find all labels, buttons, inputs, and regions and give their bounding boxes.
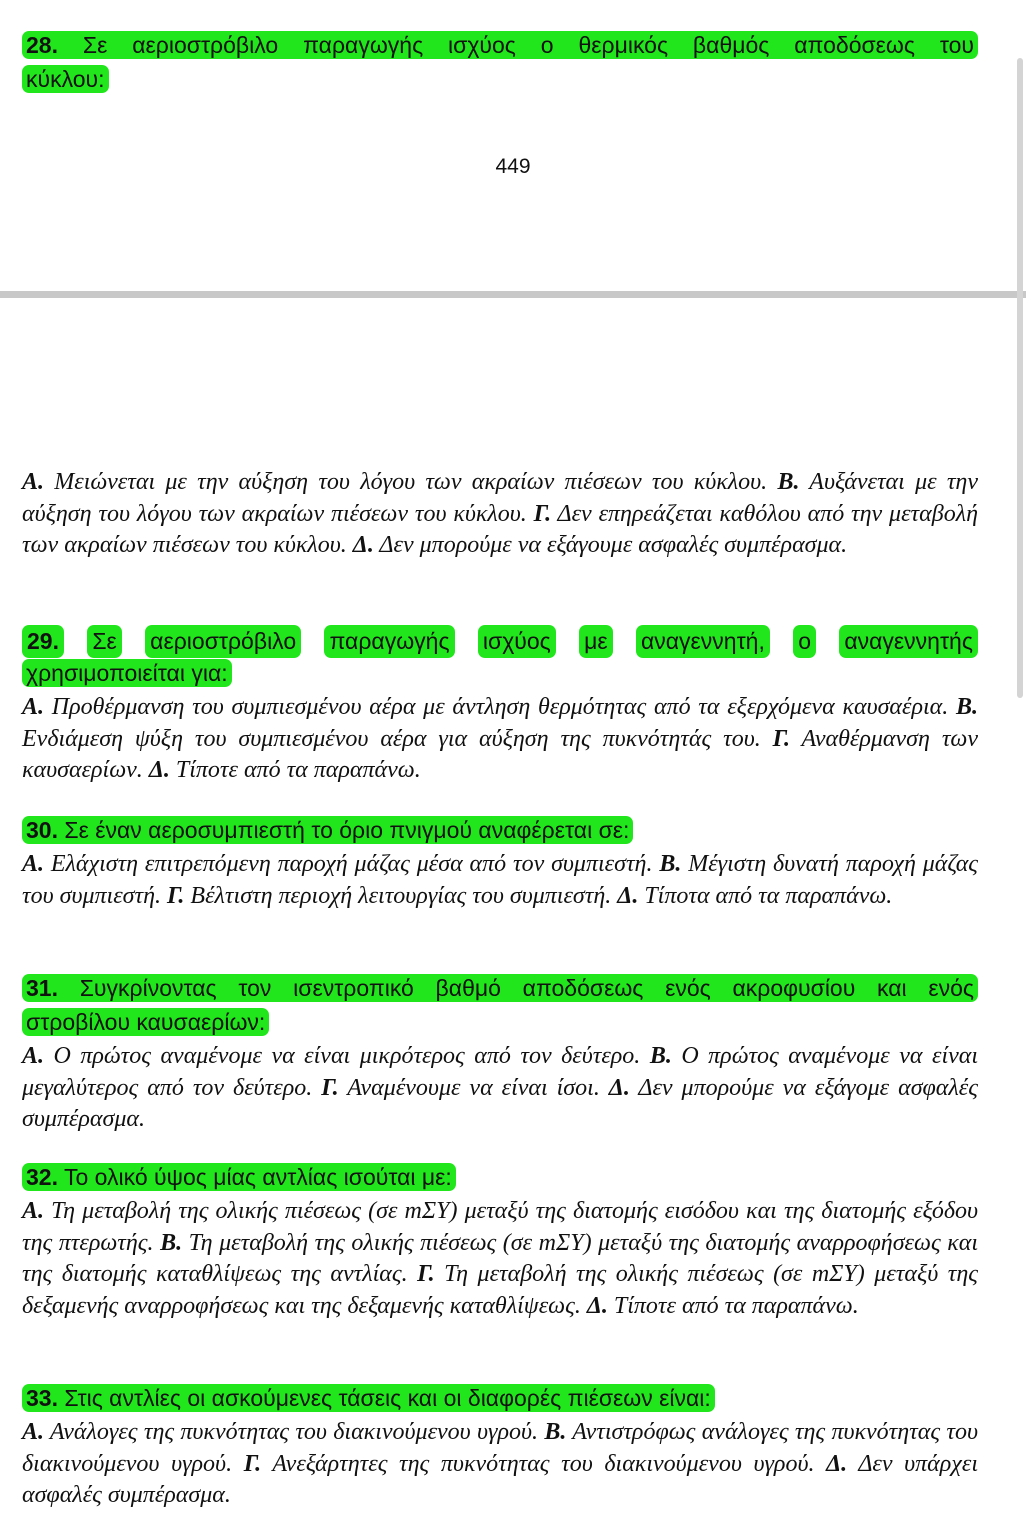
q29-word: παραγωγής [324,625,454,658]
q32-d-label: Δ. [586,1292,608,1319]
q32-highlight [22,1163,456,1191]
q32-a-label: Α. [22,1198,45,1224]
q33-highlight [22,1384,715,1412]
q28-b-label: Β. [777,469,800,495]
scrollbar[interactable] [1017,58,1023,698]
q31-d-label: Δ. [608,1074,630,1101]
q32-b-label: Β. [160,1229,183,1256]
q32-a-text: Τη μεταβολή της ολικής πιέσεως (σε mΣΥ) μεταξύ της διατομής εισόδου και της διατομής εξόδου της πτερωτής. [22,1198,978,1256]
q28-a-label: Α. [22,469,45,495]
q30-c-label: Γ. [166,882,185,909]
q31-text-line2: στροβίλου καυσαερίων: [22,1008,269,1036]
q28-text-line2: κύκλου: [22,65,109,93]
page-divider [0,291,1026,298]
q29-c-text: Αναθέρμανση των καυσαερίων. [22,725,979,783]
q32-b-text: Τη μεταβολή της ολικής πιέσεως (σε mΣΥ) μεταξύ της διατομής αναρροφήσεως και της διατομής καταθλίψεως της αντλίας. [22,1229,979,1287]
q28-d-label: Δ. [352,532,374,558]
question-29 [22,625,978,787]
q33-b-text: Αντιστρόφως ανάλογες της πυκνότητας του διακινούμενου υγρού. [22,1419,979,1477]
q31-number: 31. [26,975,58,1001]
q29-number: 29. [22,625,64,658]
q29-word: ο [793,625,816,658]
q31-c-label: Γ. [321,1074,339,1101]
q29-header-line [22,625,978,658]
q33-d-text: Δεν υπάρχει ασφαλές συμπέρασμα. [22,1450,978,1508]
q28-highlight [22,31,978,59]
question-28-header [22,30,978,98]
q32-number: 32. [26,1164,58,1190]
q31-b-text: Ο πρώτος αναμένομε να είναι μεγαλύτερος από τον δεύτερο. [22,1043,979,1101]
q30-b-label: Β. [659,851,682,877]
q29-word: ισχύος [478,625,556,658]
q30-number: 30. [26,817,58,843]
q28-number: 28. [26,32,58,58]
q31-d-text: Δεν μπορούμε να εξάγομε ασφαλές συμπέρασμα. [22,1074,978,1132]
q33-c-text: Ανεξάρτητες της πυκνότητας του διακινούμενου υγρού. [272,1450,815,1477]
q30-a-text: Ελάχιστη επιτρεπόμενη παροχή μάζας μέσα από τον συμπιεστή. [50,851,653,877]
q29-c-label: Γ. [772,725,791,752]
q29-word: με [579,625,613,658]
q29-text-line2: χρησιμοποιείται για: [22,659,232,687]
q30-c-text: Βέλτιστη περιοχή λειτουργίας του συμπιεστή. [190,882,612,909]
q29-b-label: Β. [956,694,979,720]
q28-c-text: Δεν επηρεάζεται καθόλου από την μεταβολή των ακραίων πιέσεων του κύκλου. [22,500,978,558]
q31-a-label: Α. [22,1043,45,1069]
page-number: 449 [495,155,531,178]
q30-a-label: Α. [22,851,45,877]
q28-a-text: Μειώνεται με την αύξηση του λόγου των ακραίων πιέσεων του κύκλου. [54,469,768,495]
q31-a-text: Ο πρώτος αναμένομε να είναι μικρότερος από τον δεύτερο. [53,1043,641,1069]
q31-b-label: Β. [649,1043,672,1069]
q33-b-label: Β. [544,1419,567,1445]
q29-word: αεριοστρόβιλο [145,625,301,658]
q30-b-text: Μέγιστη δυνατή παροχή μάζας του συμπιεστή. [22,851,979,909]
q29-a-label: Α. [22,694,45,720]
q29-word: αναγεννητή, [636,625,770,658]
q32-c-label: Γ. [417,1261,435,1287]
question-31 [22,973,978,1136]
q29-d-text: Τίποτε από τα παραπάνω. [175,757,421,783]
question-32 [22,1162,978,1322]
q33-a-label: Α. [22,1419,45,1445]
q33-a-text: Ανάλογες της πυκνότητας του διακινούμενου υγρού. [49,1419,539,1445]
q33-c-label: Γ. [243,1450,262,1477]
question-28-answers [22,467,978,562]
q28-text-line1: Σε αεριοστρόβιλο παραγωγής ισχύος ο θερμικός βαθμός αποδόσεως του [82,32,974,58]
q29-a-text: Προθέρμανση του συμπιεσμένου αέρα με άντληση θερμότητας από τα εξερχόμενα καυσαέρια. [51,694,949,720]
question-33 [22,1383,978,1512]
q32-text: Το ολικό ύψος μίας αντλίας ισούται με: [63,1164,452,1190]
q30-d-label: Δ. [617,882,639,909]
q29-word: Σε [87,625,121,658]
q30-highlight [22,816,633,844]
q32-c-text: Τη μεταβολή της ολικής πιέσεως (σε mΣΥ) μεταξύ της δεξαμενής αναρροφήσεως και της δεξαμενής καταθλίψεως. [22,1261,979,1319]
q29-b-text: Ενδιάμεση ψύξη του συμπιεσμένου αέρα για αύξηση της πυκνότητάς του. [22,725,761,752]
q29-word: αναγεννητής [839,625,978,658]
question-30 [22,815,978,912]
q28-d-text: Δεν μπορούμε να εξάγουμε ασφαλές συμπέρασμα. [379,532,848,558]
q31-highlight [22,974,978,1002]
q33-text: Στις αντλίες οι ασκούμενες τάσεις και οι διαφορές πιέσεων είναι: [64,1385,711,1411]
q28-b-text: Αυξάνεται με την αύξηση του λόγου των ακραίων πιέσεων του κύκλου. [22,469,978,527]
q30-d-text: Τίποτα από τα παραπάνω. [644,882,893,909]
q31-c-text: Αναμένουμε να είναι ίσοι. [347,1074,600,1101]
q33-d-label: Δ. [826,1450,848,1477]
q28-c-label: Γ. [533,500,552,527]
q33-number: 33. [26,1385,58,1411]
q32-d-text: Τίποτε από τα παραπάνω. [613,1292,859,1319]
q29-d-label: Δ. [148,757,170,783]
q30-text: Σε έναν αεροσυμπιεστή το όριο πνιγμού αναφέρεται σε: [64,817,630,843]
q31-text-line1: Συγκρίνοντας τον ισεντροπικό βαθμό αποδόσεως ενός ακροφυσίου και ενός [79,975,975,1001]
